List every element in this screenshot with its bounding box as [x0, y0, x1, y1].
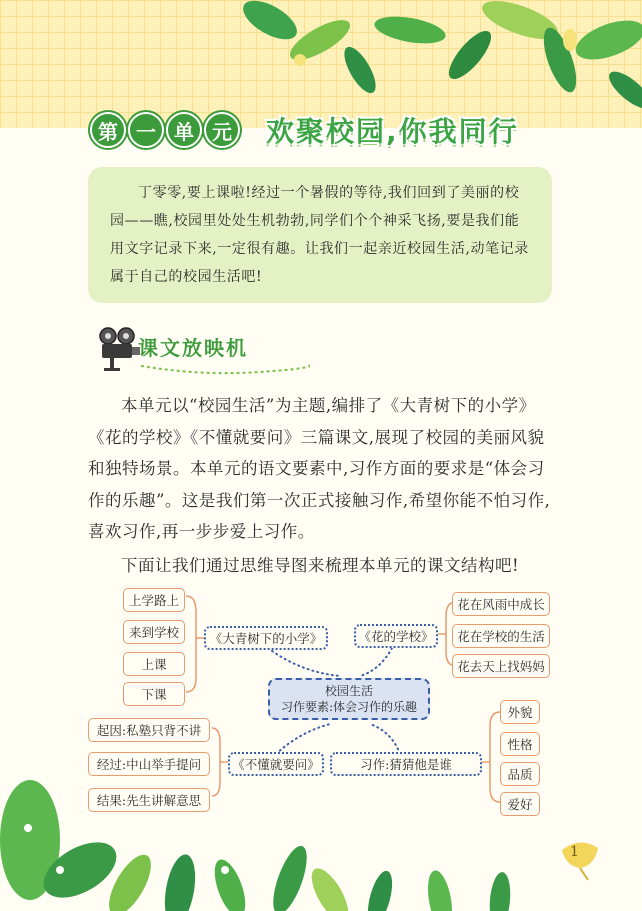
page-number-text: 1	[570, 844, 579, 860]
mindmap-lesson: 《花的学校》	[354, 624, 438, 648]
mindmap-lesson: 习作:猜猜他是谁	[330, 752, 482, 776]
mindmap-item: 经过:中山举手提问	[88, 752, 210, 776]
mindmap-item: 外貌	[500, 700, 540, 724]
leaf-decoration-bottom	[0, 770, 642, 911]
section-header	[96, 322, 296, 372]
mindmap-item: 品质	[500, 762, 540, 786]
mindmap-item: 花在风雨中成长	[452, 592, 550, 616]
mindmap-item: 结果:先生讲解意思	[88, 788, 210, 812]
mindmap-item: 上学路上	[123, 588, 185, 612]
body-text	[88, 390, 554, 581]
intro-text: 丁零零,要上课啦!经过一个暑假的等待,我们回到了美丽的校园——瞧,校园里处处生机勃勃,同学们个个神采飞扬,要是我们能用文字记录下来,一定很有趣。让我们一起亲近校园生活,动笔记录属于自己的校园生活吧!	[110, 185, 529, 285]
unit-title: 欢聚校园,你我同行	[266, 115, 519, 148]
mindmap-item: 性格	[500, 732, 540, 756]
intro-box	[88, 167, 552, 303]
unit-header	[90, 112, 570, 156]
unit-number-badges	[90, 112, 240, 148]
film-projector-icon	[96, 326, 144, 372]
mindmap-item: 起因:私塾只背不讲	[88, 718, 210, 742]
center-line: 校园生活	[324, 684, 373, 698]
unit-badge-char: 一	[128, 112, 164, 148]
mindmap-item: 爱好	[500, 792, 540, 816]
mindmap-center	[268, 678, 430, 720]
mindmap-item: 上课	[123, 652, 185, 676]
mindmap-lesson: 《不懂就要问》	[228, 752, 324, 776]
mindmap-lesson: 《大青树下的小学》	[204, 626, 328, 650]
unit-badge-char: 第	[90, 112, 126, 148]
mindmap-item: 花在学校的生活	[452, 624, 550, 648]
body-paragraph: 本单元以“校园生活”为主题,编排了《大青树下的小学》《花的学校》《不懂就要问》三篇课文,展现了校园的美丽风貌和独特场景。本单元的语文要素中,习作方面的要求是“体会习作的乐趣”。这是我们第一次正式接触习作,希望你能不怕习作,喜欢习作,再一步步爱上习作。	[88, 396, 551, 541]
mindmap-item: 花去天上找妈妈	[452, 654, 550, 678]
mindmap-item: 来到学校	[123, 620, 185, 644]
center-line: 习作要素:体会习作的乐趣	[280, 700, 418, 714]
section-title: 课文放映机	[138, 336, 248, 360]
body-paragraph: 下面让我们通过思维导图来梳理本单元的课文结构吧!	[121, 555, 520, 575]
unit-badge-char: 单	[166, 112, 202, 148]
page-number	[558, 836, 604, 882]
mindmap-item: 下课	[123, 682, 185, 706]
ginkgo-leaf-icon	[558, 836, 604, 882]
dotted-decoration	[140, 362, 310, 376]
leaf-decoration-top	[0, 0, 642, 128]
unit-badge-char: 元	[204, 112, 240, 148]
